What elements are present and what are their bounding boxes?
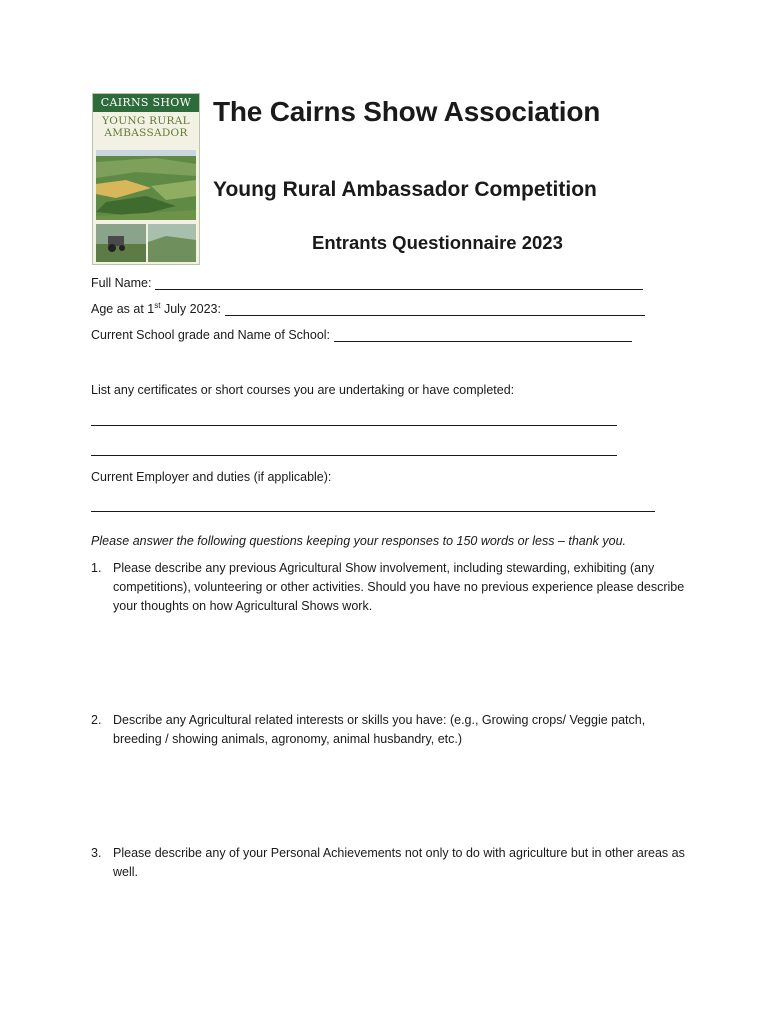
questionnaire-heading: Entrants Questionnaire 2023 [312, 232, 563, 253]
question-text: Describe any Agricultural related interests or skills you have: (e.g., Growing crops/ Veggie patch, breeding / showing animals, agronomy, animal husbandry, etc.) [113, 713, 646, 746]
question-3 [91, 844, 691, 882]
question-2 [91, 711, 691, 749]
age-field [91, 302, 645, 316]
school-input-line[interactable] [334, 328, 632, 342]
certificates-input-line-2[interactable] [91, 455, 617, 456]
question-text: Please describe any previous Agricultural Show involvement, including stewarding, exhibiting (any competitions), volunteering or other activities. Should you have no previous experience please describe your thoughts on how Agricultural Shows work. [113, 561, 685, 613]
cairns-show-logo [92, 93, 200, 265]
question-text: Please describe any of your Personal Achievements not only to do with agriculture but in other areas as well. [113, 846, 685, 879]
full-name-field [91, 276, 643, 290]
instructions-text: Please answer the following questions keeping your responses to 150 words or less – thank you. [91, 534, 627, 548]
school-field [91, 328, 632, 342]
full-name-input-line[interactable] [155, 276, 643, 290]
question-number: 3. [91, 846, 102, 860]
employer-input-line[interactable] [91, 511, 655, 512]
logo-line-2: AMBASSADOR [104, 127, 188, 139]
school-label: Current School grade and Name of School: [91, 328, 331, 342]
certificates-label: List any certificates or short courses you are undertaking or have completed: [91, 383, 515, 397]
question-number: 1. [91, 561, 102, 575]
question-number: 2. [91, 713, 102, 727]
page-title: The Cairns Show Association [213, 96, 601, 127]
question-1 [91, 559, 691, 616]
certificates-input-line-1[interactable] [91, 425, 617, 426]
logo-landscape-photo [96, 150, 196, 262]
employer-label: Current Employer and duties (if applicable): [91, 470, 332, 484]
competition-subtitle: Young Rural Ambassador Competition [213, 178, 597, 201]
full-name-label: Full Name: [91, 276, 152, 290]
logo-band: CAIRNS SHOW [93, 94, 199, 112]
logo-line-1: YOUNG RURAL [102, 115, 190, 127]
age-input-line[interactable] [225, 302, 645, 316]
age-label: Age as at 1st July 2023: [91, 300, 221, 316]
